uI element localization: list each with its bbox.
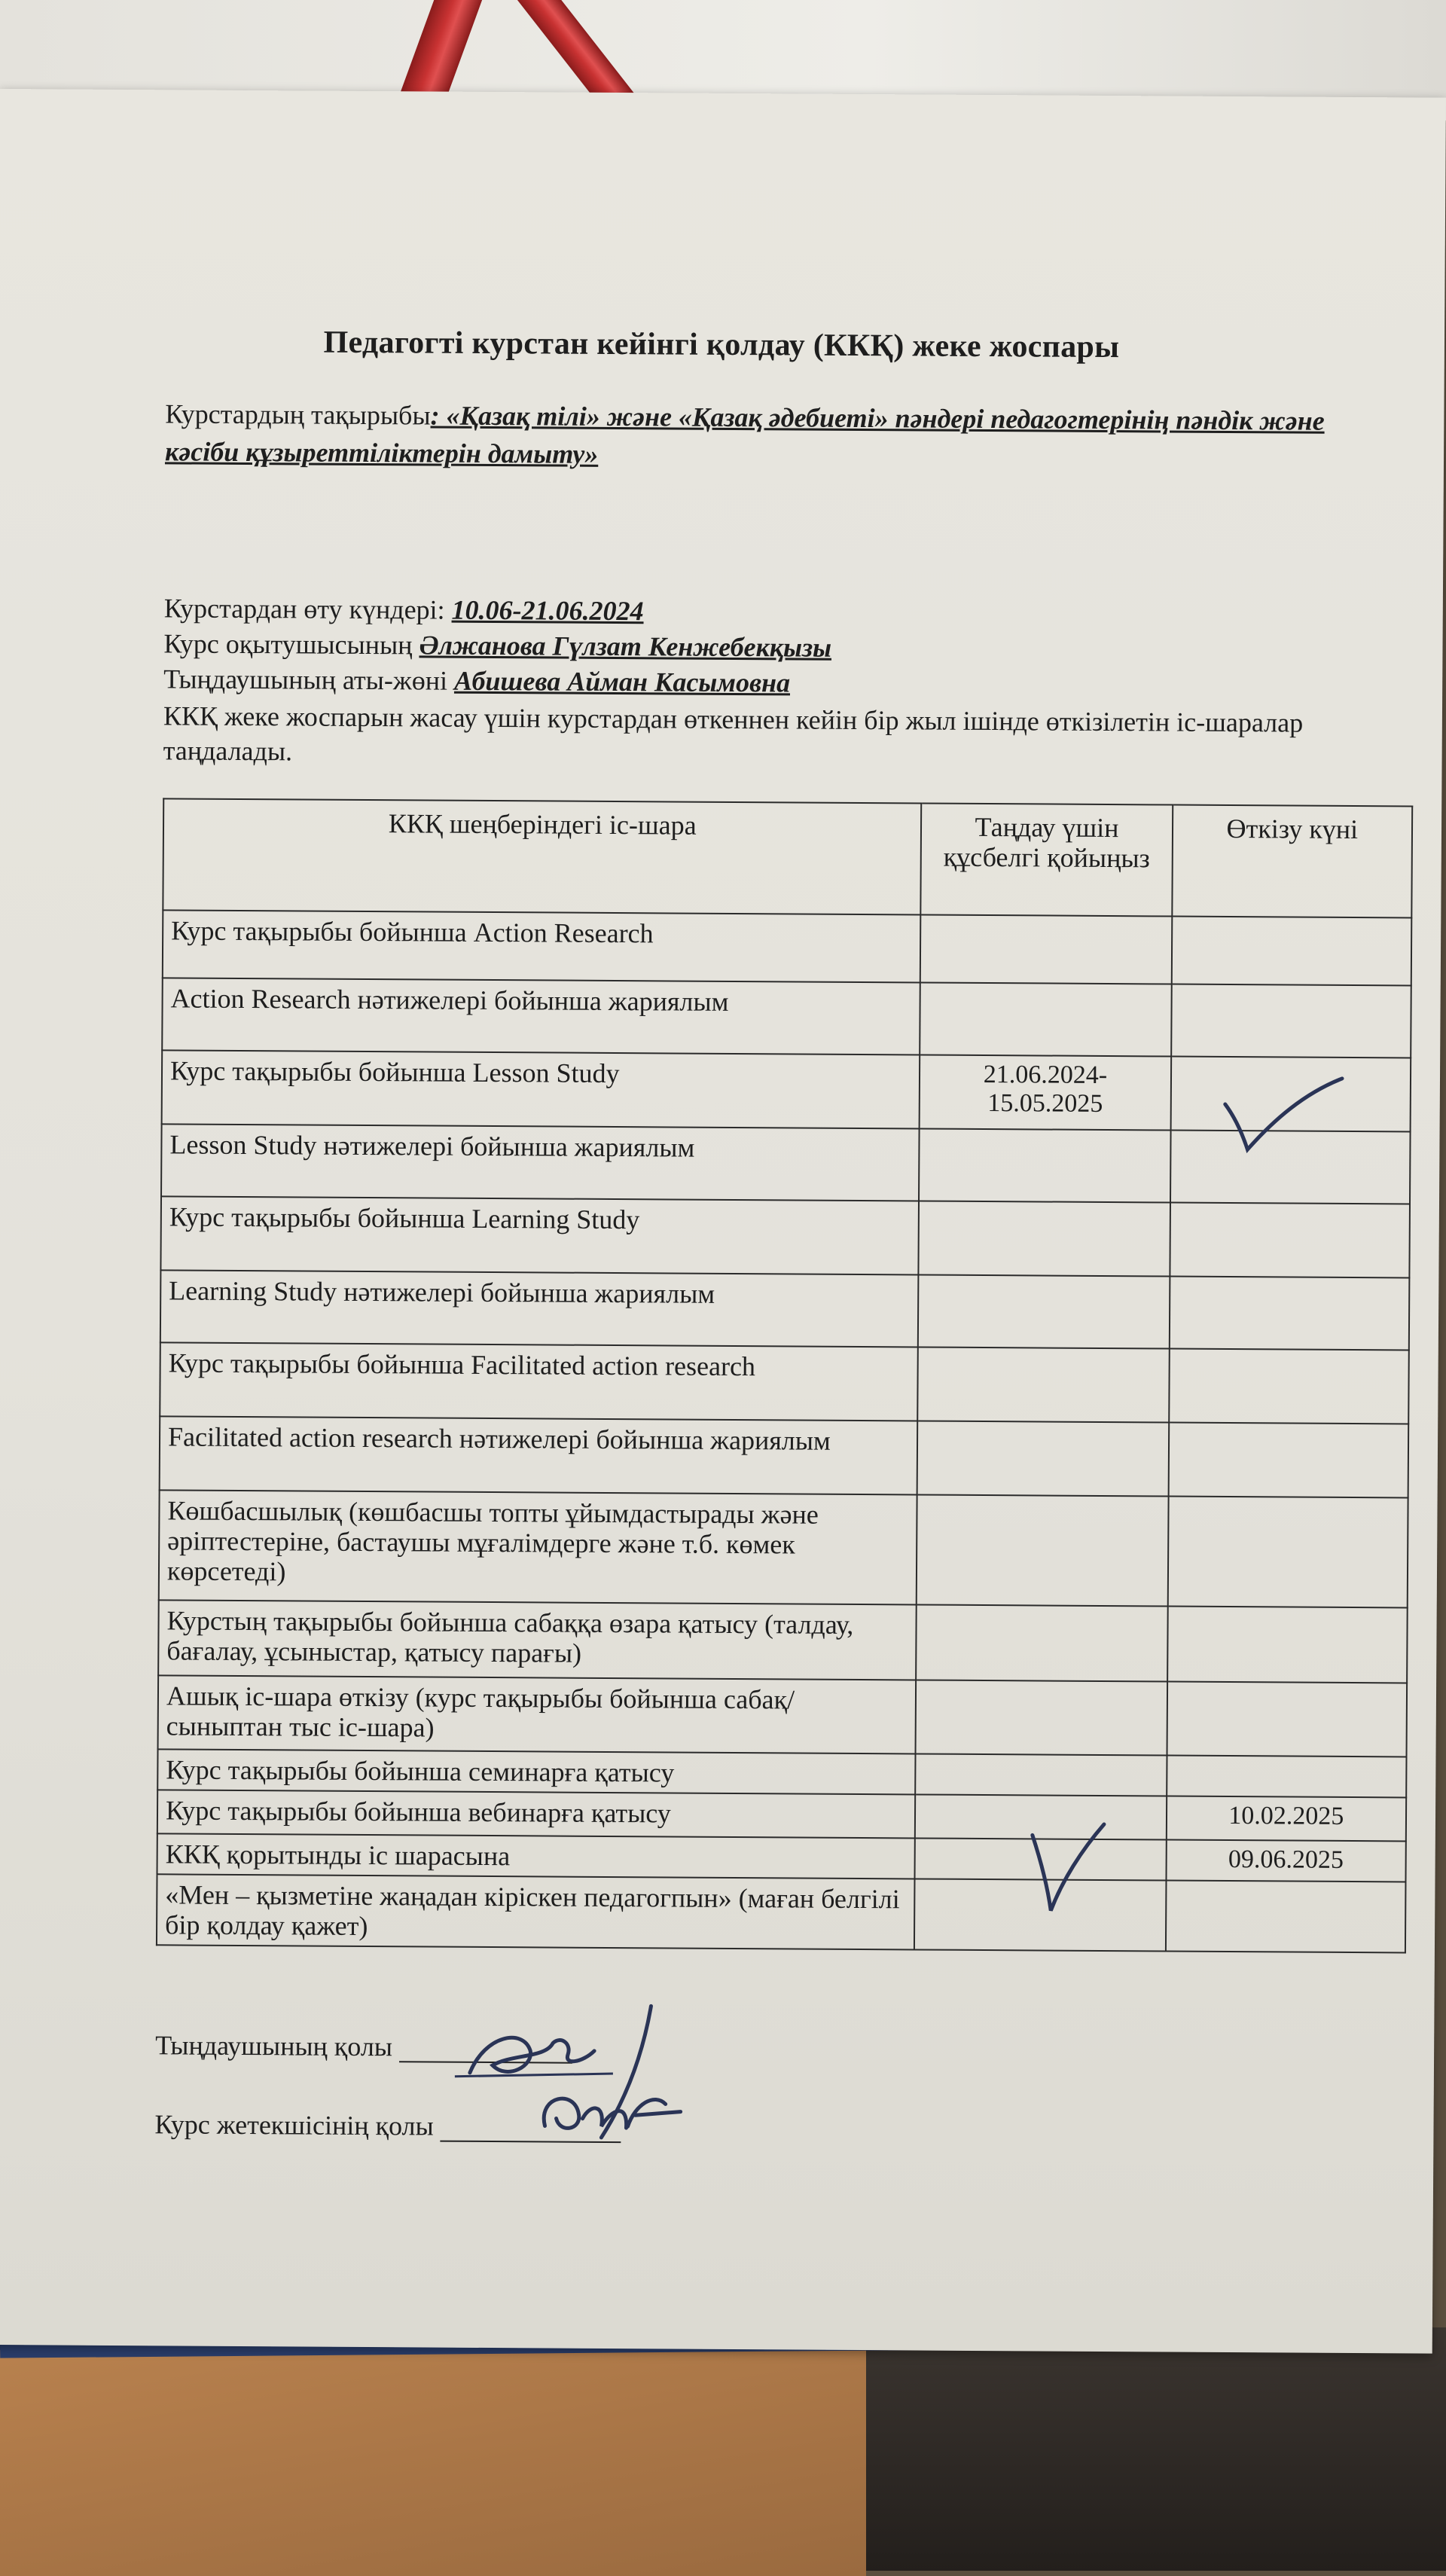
document-content <box>0 89 1446 2350</box>
activity-cell: Learning Study нәтижелері бойынша жариялым <box>160 1270 919 1347</box>
select-cell[interactable] <box>916 1680 1167 1755</box>
date-cell[interactable] <box>1171 984 1411 1058</box>
select-cell[interactable]: 21.06.2024- 15.05.2025 <box>920 1055 1171 1130</box>
activity-cell: Курс тақырыбы бойынша Facilitated action research <box>160 1342 918 1421</box>
activity-cell: Lesson Study нәтижелері бойынша жариялым <box>161 1124 920 1201</box>
activity-cell: «Мен – қызметіне жаңадан кіріскен педагогпын» (маған белгілі бір қолдау қажет) <box>157 1874 915 1949</box>
activity-cell: Facilitated action research нәтижелері бойынша жариялым <box>160 1416 918 1494</box>
activity-cell: Курс тақырыбы бойынша Lesson Study <box>162 1050 920 1128</box>
date-cell[interactable] <box>1167 1756 1407 1798</box>
listener-name-line <box>163 661 790 700</box>
date-cell[interactable] <box>1169 1277 1409 1351</box>
activity-cell: Курс тақырыбы бойынша Learning Study <box>160 1196 919 1274</box>
lesson-study-checkmark <box>1213 1074 1350 1158</box>
select-cell[interactable] <box>919 1201 1170 1276</box>
table-row <box>158 1600 1408 1683</box>
table-row <box>158 1675 1408 1757</box>
listener-name-label: Тыңдаушының аты-жөні <box>163 664 448 696</box>
course-teacher-value: Әлжанова Гүлзат Кенжебекқызы <box>419 630 832 663</box>
activity-cell: Көшбасшылық (көшбасшы топты ұйымдастырады және әріптестеріне, бастаушы мұғалімдерге және т.б. көмек көрсетеді) <box>159 1490 917 1604</box>
course-dates-value: 10.06-21.06.2024 <box>451 594 644 627</box>
table-row <box>160 1342 1409 1424</box>
document-sheet <box>0 89 1446 2354</box>
header-date: Өткізу күні <box>1172 805 1412 918</box>
date-cell[interactable] <box>1170 1203 1410 1278</box>
activity-cell: Ашық іс-шара өткізу (курс тақырыбы бойынша сабақ/ сыныптан тыс іс-шара) <box>158 1675 917 1753</box>
plan-instruction-note: ККҚ жеке жоспарын жасау үшін курстардан өткеннен кейін бір жыл ішінде өткізілетін іс-шаралар таңдалады. <box>163 700 1304 767</box>
date-cell[interactable] <box>1169 1349 1409 1424</box>
table-row <box>157 1833 1406 1882</box>
activity-cell: Action Research нәтижелері бойынша жариялым <box>162 978 920 1055</box>
activity-cell: Курс тақырыбы бойынша Action Research <box>163 910 921 982</box>
table-row <box>160 1416 1409 1497</box>
listener-name-value: Абишева Айман Касымовна <box>453 665 791 698</box>
select-cell[interactable] <box>920 914 1172 984</box>
table-body <box>157 910 1411 1952</box>
course-teacher-label: Курс оқытушысының <box>163 628 413 661</box>
activity-cell: Курс тақырыбы бойынша семинарға қатысу <box>157 1749 916 1794</box>
table-row <box>159 1490 1408 1607</box>
course-topic <box>165 395 1341 478</box>
course-topic-label: Курстардың тақырыбы <box>165 398 431 431</box>
activity-cell: Курстың тақырыбы бойынша сабаққа өзара қатысу (талдау, бағалау, ұсыныстар, қатысу парағы) <box>158 1600 917 1680</box>
activity-plan-table <box>156 798 1413 1953</box>
date-cell[interactable] <box>1166 1881 1406 1953</box>
select-cell[interactable] <box>918 1274 1170 1348</box>
course-dates-line <box>164 591 644 628</box>
document-title: Педагогті курстан кейінгі қолдау (ККҚ) жеке жоспары <box>323 325 1120 365</box>
select-cell[interactable] <box>917 1421 1169 1496</box>
select-cell[interactable] <box>917 1494 1168 1606</box>
activity-cell: ККҚ қорытынды іс шарасына <box>157 1833 916 1879</box>
header-activity: ККҚ шеңберіндегі іс-шара <box>163 798 921 914</box>
select-cell[interactable] <box>916 1604 1167 1681</box>
activity-cell: Курс тақырыбы бойынша вебинарға қатысу <box>157 1790 916 1838</box>
date-cell[interactable] <box>1167 1497 1408 1608</box>
table-row <box>157 1874 1406 1952</box>
date-cell[interactable] <box>1171 917 1411 986</box>
course-dates-label: Курстардан өту күндері: <box>163 593 445 625</box>
header-select: Таңдау үшін құсбелгі қойыңыз <box>921 803 1173 916</box>
table-row <box>157 1790 1406 1841</box>
course-teacher-line <box>163 626 831 664</box>
course-topic-value: : «Қазақ тілі» және «Қазақ әдебиеті» пәндері педагогтерінің пәндік және кәсіби құзыреттіліктерін дамыту» <box>164 400 1325 469</box>
date-cell[interactable] <box>1167 1607 1408 1683</box>
date-cell[interactable]: 10.02.2025 <box>1166 1796 1406 1842</box>
webinar-checkmark <box>1028 1820 1112 1918</box>
select-cell[interactable] <box>916 1753 1167 1796</box>
table-row <box>157 1749 1406 1797</box>
select-cell[interactable] <box>920 982 1172 1056</box>
supervisor-signature-label: Курс жетекшісінің қолы <box>154 2109 434 2141</box>
date-cell[interactable]: 09.06.2025 <box>1166 1840 1406 1882</box>
date-cell[interactable] <box>1168 1423 1408 1498</box>
select-cell[interactable] <box>918 1347 1170 1422</box>
select-cell[interactable] <box>919 1128 1170 1202</box>
date-cell[interactable] <box>1167 1682 1407 1757</box>
table-header-row <box>163 798 1412 917</box>
listener-signature-label: Тыңдаушының қолы <box>155 2030 393 2062</box>
supervisor-signature-scribble <box>522 2073 688 2164</box>
desk-surface <box>0 2350 866 2576</box>
table-row <box>160 1196 1410 1277</box>
table-row <box>160 1270 1410 1350</box>
table-row <box>162 978 1411 1058</box>
table-row <box>163 910 1412 985</box>
